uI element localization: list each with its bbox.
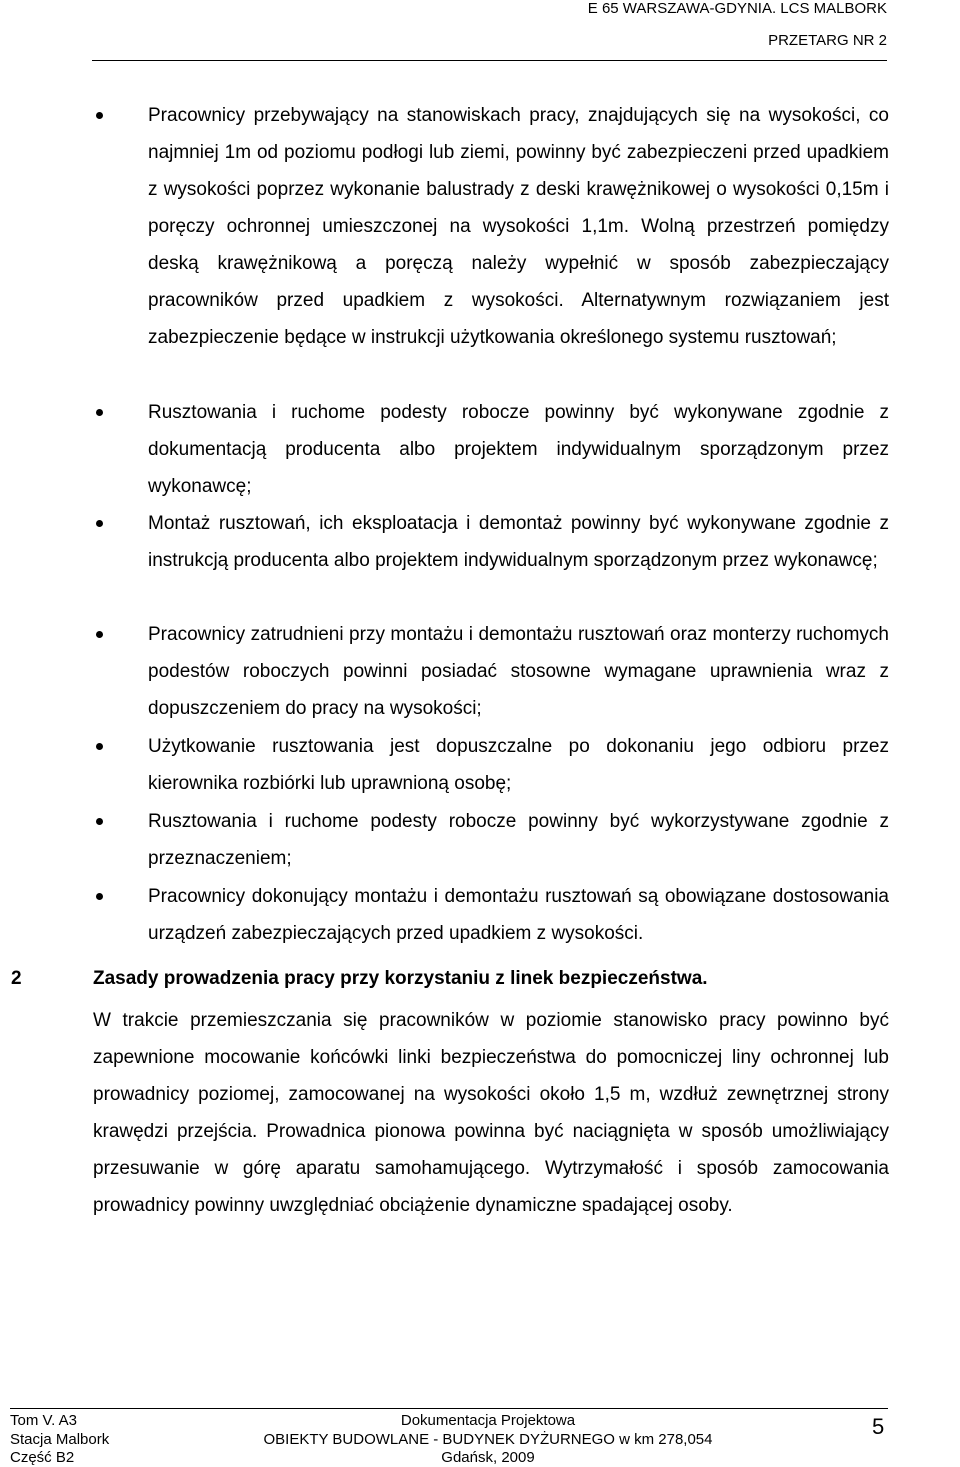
bullet-dot [96,893,103,900]
bullet-dot [96,631,103,638]
bullet-text: Montaż rusztowań, ich eksploatacja i demontaż powinny być wykonywane zgodnie z instrukcją producenta albo projektem indywidualnym sporządzonym przez wykonawcę; [148,513,889,571]
header-line-1: E 65 WARSZAWA-GDYNIA. LCS MALBORK [587,0,887,17]
bullet-text: Rusztowania i ruchome podesty robocze powinny być wykorzystywane zgodnie z przeznaczeniem; [148,811,889,869]
footer-doc-subject: OBIEKTY BUDOWLANE - BUDYNEK DYŻURNEGO w km 278,054 [263,1431,713,1448]
bullet-text: Użytkowanie rusztowania jest dopuszczalne po dokonaniu jego odbioru przez kierownika rozbiórki lub uprawnioną osobę; [148,736,889,794]
footer-station: Stacja Malbork [10,1431,110,1448]
bullet-dot [96,409,103,416]
bullet-text: Pracownicy dokonujący montażu i demontażu rusztowań są obowiązane dostosowania urządzeń zabezpieczających przed upadkiem z wysokości. [148,886,889,944]
bullet-dot [96,520,103,527]
footer-rule [10,1408,888,1409]
bullet-text: Pracownicy zatrudnieni przy montażu i demontażu rusztowań oraz monterzy ruchomych podestów roboczych powinni posiadać stosowne wymagane uprawnienia wraz z dopuszczeniem do pracy na wysokości; [148,624,889,719]
page-number: 5 [872,1414,885,1439]
header-rule [92,60,887,61]
bullet-text: Rusztowania i ruchome podesty robocze powinny być wykonywane zgodnie z dokumentacją producenta albo projektem indywidualnym sporządzonym przez wykonawcę; [148,402,889,497]
footer-place-date: Gdańsk, 2009 [441,1449,535,1466]
footer-doc-title: Dokumentacja Projektowa [400,1412,576,1429]
header-line-2: PRZETARG NR 2 [768,32,887,49]
bullet-text: Pracownicy przebywający na stanowiskach pracy, znajdujących się na wysokości, co najmniej 1m od poziomu podłogi lub ziemi, powinny być zabezpieczeni przed upadkiem z wysokości poprzez wykonanie balustrady z deski krawężnikowej o wysokości 0,15m i poręczy ochronnej umieszczonej na wysokości 1,1m. Wolną przestrzeń pomiędzy deską krawężnikową a poręczą należy wypełnić w sposób zabezpieczający pracowników przed upadkiem z wysokości. Alternatywnym rozwiązaniem jest zabezpieczenie będące w instrukcji użytkowania określonego systemu rusztowań; [148,105,889,348]
section-number: 2 [11,968,22,989]
footer-part: Część B2 [10,1449,75,1466]
footer-volume: Tom V. A3 [10,1412,77,1429]
bullet-dot [96,112,103,119]
section-paragraph: W trakcie przemieszczania się pracowników w poziomie stanowisko pracy powinno być zapewnione mocowanie końcówki linki bezpieczeństwa do pomocniczej liny ochronnej lub prowadnicy poziomej, zamocowanej na wysokości około 1,5 m, wzdłuż zewnętrznej strony krawędzi przejścia. Prowadnica pionowa powinna być naciągnięta w sposób umożliwiający przesuwanie w górę aparatu samohamującego. Wytrzymałość i sposób zamocowania prowadnicy powinny uwzględniać obciążenie dynamiczne spadającej osoby. [93,1010,889,1216]
bullet-dot [96,818,103,825]
bullet-dot [96,743,103,750]
section-title: Zasady prowadzenia pracy przy korzystaniu z linek bezpieczeństwa. [93,968,708,989]
